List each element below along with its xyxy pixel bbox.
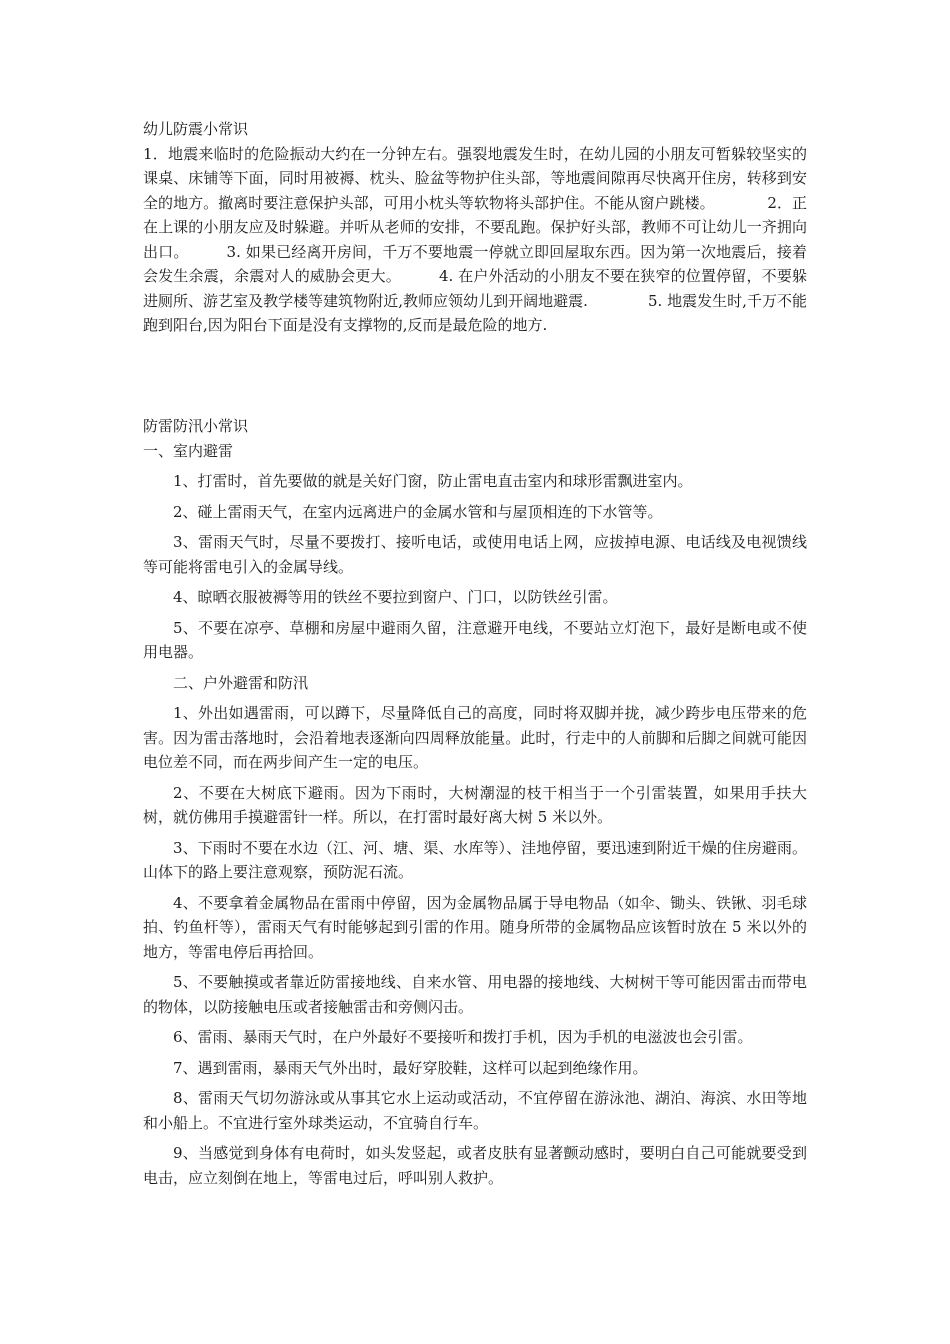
outdoor-item: 3、下雨时不要在水边（江、河、塘、渠、水库等）、洼地停留，要迅速到附近干燥的住房避雨。山体下的路上要注意观察，预防泥石流。 — [143, 838, 807, 881]
outdoor-item: 9、当感觉到身体有电荷时，如头发竖起，或者皮肤有显著颤动感时，要明白自己可能就要受到电击，应立刻倒在地上，等雷电过后，呼叫别人救护。 — [143, 1144, 807, 1187]
outdoor-item: 8、雷雨天气切勿游泳或从事其它水上运动或活动，不宜停留在游泳池、湖泊、海滨、水田等地和小船上。不宜进行室外球类运动，不宜骑自行车。 — [143, 1089, 807, 1132]
lightning-title: 防雷防汛小常识 — [143, 417, 249, 435]
earthquake-body: 1．地震来临时的危险振动大约在一分钟左右。强裂地震发生时，在幼儿园的小朋友可暂躲较坚实的课桌、床铺等下面，同时用被褥、枕头、脸盆等物护住头部，等地震间隙再尽快离开住房，转移到安全的地方。撤离时要注意保护头部，可用小枕头等软物将头部护住。不能从窗户跳楼。 2．正在上课的小朋友应及时躲避。并听从老师的安排，不要乱跑。保护好头部，教师不可让幼儿一齐拥向出口。 3. 如果已经离开房间，千万不要地震一停就立即回屋取东西。因为第一次地震后，接着会发生余震，余震对人的威胁会更大。 4. 在户外活动的小朋友不要在狭窄的位置停留，不要躲进厕所、游艺室及教学楼等建筑物附近,教师应领幼儿到开阔地避震. 5. 地震发生时,千万不能跑到阳台,因为阳台下面是没有支撑物的,反而是最危险的地方. — [143, 144, 807, 334]
outdoor-item: 4、不要拿着金属物品在雷雨中停留，因为金属物品属于导电物品（如伞、锄头、铁锹、羽毛球拍、钓鱼杆等），雷雨天气有时能够起到引雷的作用。随身所带的金属物品应该暂时放在 5 米以外的地方，等雷电停后再拾回。 — [143, 893, 807, 961]
indoor-item: 5、不要在凉亭、草棚和房屋中避雨久留，注意避开电线，不要站立灯泡下，最好是断电或不使用电器。 — [143, 618, 807, 661]
outdoor-heading: 二、户外避雷和防汛 — [173, 673, 309, 692]
earthquake-title: 幼儿防震小常识 — [143, 120, 249, 138]
outdoor-item: 7、遇到雷雨，暴雨天气外出时，最好穿胶鞋，这样可以起到绝缘作用。 — [173, 1058, 648, 1077]
indoor-item: 3、雷雨天气时，尽量不要拨打、接听电话，或使用电话上网，应拔掉电源、电话线及电视馈线等可能将雷电引入的金属导线。 — [143, 533, 807, 576]
indoor-item: 1、打雷时，首先要做的就是关好门窗，防止雷电直击室内和球形雷飘进室内。 — [173, 472, 693, 490]
outdoor-item: 2、不要在大树底下避雨。因为下雨时，大树潮湿的枝干相当于一个引雷装置，如果用手扶大树，就仿佛用手摸避雷针一样。所以，在打雷时最好离大树 5 米以外。 — [143, 783, 807, 826]
earthquake-section — [143, 117, 807, 338]
lightning-section — [143, 414, 807, 1190]
outdoor-item: 5、不要触摸或者靠近防雷接地线、自来水管、用电器的接地线、大树树干等可能因雷击而带电的物体，以防接触电压或者接触雷击和旁侧闪击。 — [143, 973, 807, 1016]
indoor-item: 2、碰上雷雨天气，在室内远离进户的金属水管和与屋顶相连的下水管等。 — [173, 502, 663, 521]
outdoor-item: 6、雷雨、暴雨天气时，在户外最好不要接听和拨打手机，因为手机的电滋波也会引雷。 — [173, 1028, 753, 1046]
indoor-item: 4、晾晒衣服被褥等用的铁丝不要拉到窗户、门口，以防铁丝引雷。 — [173, 588, 618, 606]
outdoor-item: 1、外出如遇雷雨，可以蹲下，尽量降低自己的高度，同时将双脚并拢，减少跨步电压带来的危害。因为雷击落地时，会沿着地表逐渐向四周释放能量。此时，行走中的人前脚和后脚之间就可能因电位差不同，而在两步间产生一定的电压。 — [143, 704, 807, 771]
indoor-heading: 一、室内避雷 — [143, 441, 234, 460]
